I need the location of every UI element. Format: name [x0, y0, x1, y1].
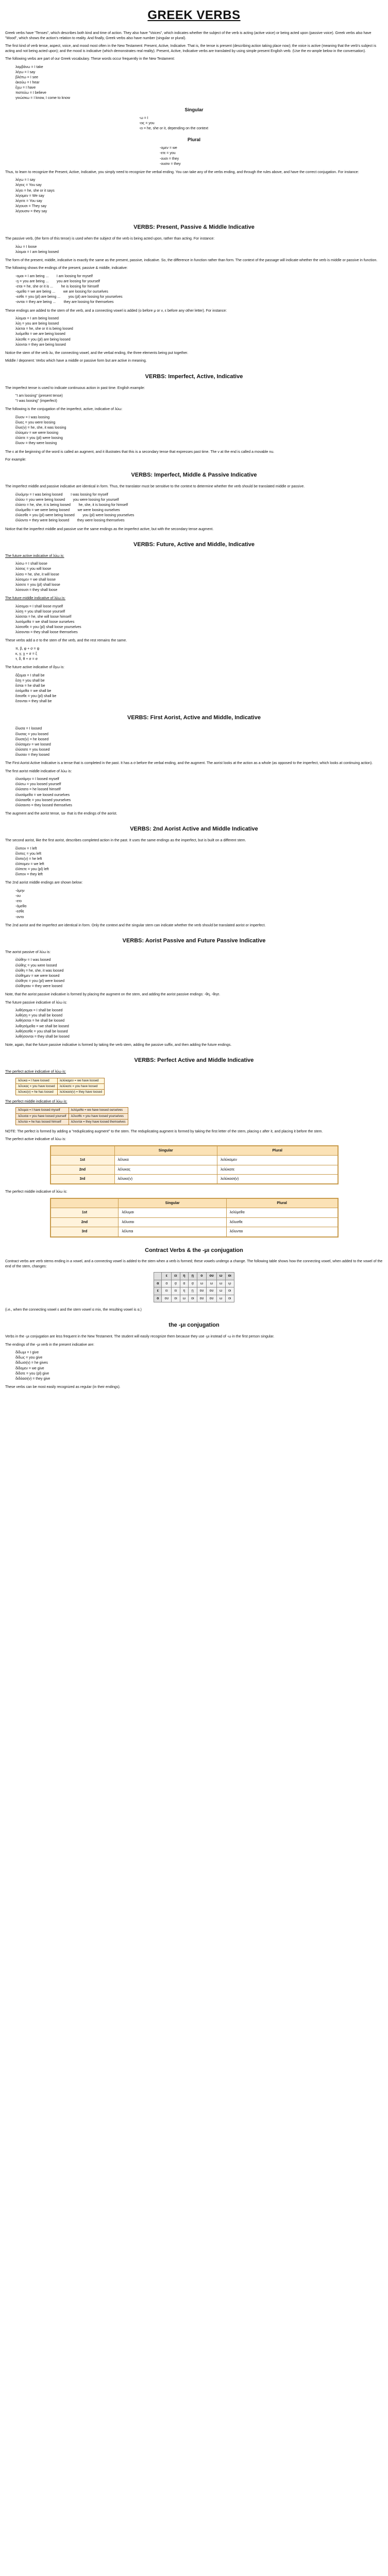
- example-list: [15, 647, 383, 662]
- table-cell: λέλυκα: [114, 1156, 217, 1165]
- table-row: [16, 1089, 105, 1095]
- column-header: [50, 1146, 115, 1156]
- table-cell: η: [180, 1273, 188, 1280]
- table-cell: ῃ: [189, 1287, 197, 1295]
- ending-item: -ει = he, she or it, depending on the context: [139, 126, 209, 130]
- example-item: ἐλύομεν = we were loosing: [15, 431, 58, 435]
- example-item: -ετο: [15, 900, 22, 904]
- table-row: [16, 1108, 128, 1113]
- perfect-active-box: [15, 1078, 105, 1095]
- table-cell: λέλυνται = they have loosed themselves: [69, 1119, 128, 1125]
- column-header: Plural: [217, 1146, 338, 1156]
- example-item: -εσθε = you (pl) are being ... you (pl) are loosing for yourselves: [15, 295, 123, 299]
- example-item: ἐλύθητε = you (pl) were loosed: [15, 979, 64, 984]
- table-row: [50, 1174, 338, 1184]
- plural-heading: Plural: [187, 137, 200, 143]
- row-header: 3rd: [50, 1227, 119, 1237]
- example-item: ἔσται = he shall be: [15, 684, 45, 688]
- example-item: ἐλίπομεν = we left: [15, 862, 44, 867]
- example-item: ἐλυόμην = I was being loosed I was loosing for myself: [15, 493, 108, 497]
- paragraph: These verbs can be most easily recognized as regular (in their endings).: [5, 1385, 121, 1389]
- table-cell: ου: [197, 1295, 207, 1302]
- table-row: [16, 1119, 128, 1125]
- table-cell: λέλυκας = you have loosed: [16, 1083, 58, 1089]
- paragraph: The First Aorist Active Indicative is a tense that is completed in the past. It has a σ before the verbal ending, and the augment. The aorist looks at the action as a whole (as opposed to the imperfect, which looks at continuing action).: [5, 761, 373, 766]
- paragraph: The aorist passive of λύω is:: [5, 951, 51, 955]
- example-item: ἔλυες = you were loosing: [15, 420, 56, 425]
- example-item: -ῃ = you are being ... you are loosing for yourself: [15, 279, 100, 283]
- intro-paragraph: The following verbs are part of our Greek vocabulary. These words occur frequently in the New Testament:: [5, 57, 175, 61]
- singular-endings: [139, 116, 383, 131]
- example-item: λυθήσεται = he shall be loosed: [15, 1019, 65, 1023]
- example-item: λύσω = I shall loose: [15, 562, 47, 566]
- example-item: λύεται = he, she or it is being loosed: [15, 327, 73, 331]
- vocab-item: λαμβάνω = I take: [15, 65, 43, 69]
- paragraph: The first aorist middle indicative of λύω is:: [5, 769, 72, 773]
- example-item: λέγουσι = They say: [15, 204, 47, 208]
- table-cell: ου: [162, 1295, 172, 1302]
- example-item: λύσομαι = I shall loose myself: [15, 604, 63, 608]
- example-item: ἔλυσε(ν) = he loosed: [15, 737, 49, 741]
- example-item: λύομαι = I am being loosed: [15, 250, 59, 254]
- example-item: ἐλύθημεν = we were loosed: [15, 974, 60, 978]
- table-cell: οι: [225, 1287, 234, 1295]
- table-header-row: [50, 1198, 338, 1208]
- example-item: ἔλυσα = I loosed: [15, 727, 42, 731]
- example-item: ἐλύσω = you loosed yourself: [15, 783, 61, 787]
- example-item: ἔλιπον = they left: [15, 873, 43, 877]
- example-list: [15, 958, 383, 989]
- row-header: 2nd: [50, 1217, 119, 1227]
- table-cell: α: [180, 1280, 188, 1287]
- column-header: Plural: [226, 1198, 338, 1208]
- example-item: τ, δ, θ + σ = σ: [15, 657, 38, 662]
- example-item: ἔσεσθε = you (pl) shall be: [15, 694, 57, 699]
- example-item: λύσεσθε = you (pl) shall loose yourselves: [15, 625, 81, 630]
- example-item: λυθήσονται = they shall be loosed: [15, 1035, 70, 1039]
- example-item: ἐσόμεθα = we shall be: [15, 689, 52, 693]
- example-item: ἐλίπετε = you (pl) left: [15, 868, 49, 872]
- table-cell: οι: [172, 1295, 180, 1302]
- table-cell: η: [180, 1287, 188, 1295]
- example-item: λύῃ = you are being loosed: [15, 322, 59, 326]
- example-item: ἔλιπε(ν) = he left: [15, 857, 42, 861]
- table-cell: λελύκατε = you have loosed: [57, 1083, 104, 1089]
- column-header: Singular: [114, 1146, 217, 1156]
- example-item: λύομαι = I am being loosed: [15, 316, 59, 320]
- paragraph: Verbs in the -μι conjugation are less frequent in the New Testament. The student will easily recognize them because they use -μι instead of -ω in the first person singular.: [5, 1335, 275, 1339]
- table-cell: ει: [162, 1287, 172, 1295]
- row-header: 1st: [50, 1208, 119, 1217]
- table-cell: λέλυσθε = you have loosed yourselves: [69, 1113, 128, 1119]
- table-cell: ω: [216, 1280, 225, 1287]
- vocab-list: [15, 65, 383, 101]
- intro-paragraph: The first kind of verb tense, aspect, voice, and mood most often in the New Testament: Present, Active, Indicative. That is, the tense is present (describing action taking place now); the voice is active (meaning that the verb's subject is acting and not being acted upon); and the mood is indicative (which demonstrates real reality). Present, Active, Indicative verbs are translated by using simple present English verb. (Use the ex-ample below in the conversation).: [5, 44, 377, 53]
- example-item: ἐλυόμεθα = we were being loosed we were loosing ourselves: [15, 509, 120, 513]
- paragraph: The 2nd aorist and the imperfect are identical in form. Only the context and the singular stem can indicate whether the verb should be translated aorist or imperfect.: [5, 923, 266, 927]
- example-item: ἐλύετο = he, she, it is being loosed he, she, it is loosing for himself: [15, 503, 128, 507]
- table-row: [50, 1217, 338, 1227]
- table-cell: λέλυται = he has loosed himself: [16, 1119, 69, 1125]
- paragraph: The 2nd aorist middle endings are shown below:: [5, 881, 83, 885]
- example-list: [15, 562, 383, 593]
- table-cell: λέλυσαι: [119, 1217, 226, 1227]
- example-list: [15, 889, 383, 920]
- table-cell: ου: [197, 1287, 207, 1295]
- table-cell: ω: [197, 1280, 207, 1287]
- example-item: δίδοτε = you (pl) give: [15, 1371, 49, 1376]
- paragraph: The augment and the aorist tense, sa- that is the endings of the aorist.: [5, 811, 117, 816]
- table-cell: λέλυκε(ν) = he has loosed: [16, 1089, 58, 1095]
- singular-heading: Singular: [184, 107, 204, 112]
- example-item: δίδως = you give: [15, 1356, 43, 1360]
- table-cell: ω: [207, 1280, 216, 1287]
- example-item: λύσετε = you (pl) shall loose: [15, 583, 60, 587]
- example-item: δίδωμι = I give: [15, 1351, 39, 1355]
- example-list: [15, 846, 383, 878]
- example-item: λύσῃ = you shall loose yourself: [15, 609, 65, 614]
- example-item: ἐλύσασθε = you loosed yourselves: [15, 798, 71, 802]
- table-row: [50, 1227, 338, 1237]
- example-item: λύεσθε = you (pl) are being loosed: [15, 337, 71, 342]
- example-item: δίδωσι(ν) = he gives: [15, 1361, 48, 1365]
- example-item: λυθήσεσθε = you shall be loosed: [15, 1029, 68, 1033]
- vocab-item: ἔχω = I have: [15, 86, 36, 90]
- example-item: -εσθε: [15, 910, 24, 914]
- perfect-active-table: [50, 1145, 339, 1185]
- example-list: [15, 726, 383, 758]
- table-cell: ῃ: [189, 1273, 197, 1280]
- section-heading: VERBS: Aorist Passive and Future Passive Indicative: [122, 938, 266, 944]
- example-item: ἔλυσαν = they loosed: [15, 753, 49, 757]
- example-item: -ονται = they are being ... they are loosing for themselves: [15, 300, 114, 304]
- table-cell: ω: [180, 1295, 188, 1302]
- vocab-item: βλέπω = I see: [15, 75, 38, 79]
- example-item: ἐλύθην = I was loosed: [15, 958, 51, 962]
- table-cell: λέλυκε(ν): [114, 1174, 217, 1184]
- table-cell: λέλυσθε: [226, 1217, 338, 1227]
- section-heading: VERBS: Future, Active and Middle, Indicative: [133, 541, 255, 548]
- ending-item: -εις = you: [139, 121, 155, 125]
- column-header: [50, 1198, 119, 1208]
- example-item: ἔσῃ = you shall be: [15, 679, 45, 683]
- paragraph: The form of the present, middle, indicative is exactly the same as the present, passive, indicative. So, the difference in function rather than form. The context of the passage will indicate whether the verb is middle or passive in function.: [5, 258, 378, 262]
- example-item: ἔλιπον = I left: [15, 846, 37, 851]
- section-heading: VERBS: 2nd Aorist Active and Middle Indicative: [130, 826, 258, 833]
- example-item: λύσομεν = we shall loose: [15, 578, 56, 582]
- table-cell: λέλυμαι: [119, 1208, 226, 1217]
- section-heading: VERBS: First Aorist, Active and Middle, Indicative: [127, 714, 261, 721]
- table-cell: λελύκατε: [217, 1165, 338, 1174]
- example-item: ἐλυσάμην = I loosed myself: [15, 777, 59, 782]
- table-cell: ει: [172, 1287, 180, 1295]
- example-item: ἐλύσαμεν = we loosed: [15, 742, 51, 747]
- ending-item: -ετε = you: [160, 151, 176, 156]
- table-cell: α: [162, 1280, 172, 1287]
- paragraph: The ε at the beginning of the word is called an augment, and it illustrates that this is a secondary tense that expresses past time. The ν at the end is called a movable nu.: [5, 450, 275, 454]
- table-cell: λέλυκας: [114, 1165, 217, 1174]
- table-cell: ᾳ: [189, 1280, 197, 1287]
- example-list: [15, 316, 383, 348]
- table-cell: ου: [207, 1273, 216, 1280]
- paragraph: Thus, to learn to recognize the Present, Active, Indicative, you simply need to recognize the verbal ending. You can take any of the verbs ending, and through the rules above, and have the correct conjugation. For instance:: [5, 170, 359, 174]
- example-item: ἄξομαι = I shall be: [15, 673, 45, 677]
- table-cell: λέλυνται: [226, 1227, 338, 1237]
- example-list: [15, 245, 383, 255]
- table-row: [16, 1078, 105, 1083]
- paragraph: The perfect middle indicative of λύω is:: [5, 1100, 68, 1104]
- page-title: GREEK VERBS: [147, 8, 241, 22]
- table-row: [50, 1156, 338, 1165]
- table-cell: [154, 1273, 162, 1280]
- table-row: [154, 1295, 234, 1302]
- vocab-item: πιστεύω = I believe: [15, 91, 46, 95]
- table-cell: ε: [162, 1273, 172, 1280]
- example-list: [15, 1008, 383, 1040]
- table-cell: λελύκασι(ν): [217, 1174, 338, 1184]
- table-row: [16, 1083, 105, 1089]
- row-header: 2nd: [50, 1165, 115, 1174]
- paragraph: The following shows the endings of the present, passive & middle, indicative:: [5, 266, 128, 270]
- example-item: λύω = I loose: [15, 245, 37, 249]
- table-cell: ω: [216, 1295, 225, 1302]
- paragraph: The future passive indicative of λύω is:: [5, 1001, 68, 1005]
- example-item: κ, γ, χ + σ = ξ: [15, 652, 37, 656]
- example-item: ἐλύσατο = he loosed himself: [15, 788, 61, 792]
- table-cell: ο: [154, 1295, 162, 1302]
- example-item: ἐλύθης = you were loosed: [15, 963, 57, 968]
- ending-item: -ουσιν = they: [160, 162, 181, 166]
- table-cell: οι: [189, 1295, 197, 1302]
- example-item: ἐλυσάμεθα = we loosed ourselves: [15, 793, 70, 797]
- paragraph: The perfect active indicative of λύω is:: [5, 1070, 66, 1074]
- table-cell: ῳ: [225, 1280, 234, 1287]
- section-heading: VERBS: Perfect Active and Middle Indicative: [134, 1057, 254, 1064]
- example-item: ἐλύθησαν = they were loosed: [15, 985, 62, 989]
- example-item: λυόμεθα = we are being loosed: [15, 332, 65, 336]
- paragraph: These endings are added to the stem of the verb, and a connecting vowel is added (o before μ or ν, ε before any other letter). For instance:: [5, 309, 227, 313]
- plural-endings: [160, 146, 383, 167]
- table-row: [50, 1208, 338, 1217]
- paragraph: These verbs add a σ to the stem of the verb, and the rest remains the same.: [5, 639, 127, 643]
- table-cell: ου: [207, 1295, 216, 1302]
- example-item: λέγω = I say: [15, 178, 36, 182]
- vocab-item: ἀκούω = I hear: [15, 81, 40, 84]
- example-item: λυθήσῃ = you shall be loosed: [15, 1014, 63, 1018]
- example-item: ἐλύσατε = you loosed: [15, 748, 50, 752]
- example-list: [15, 394, 383, 404]
- table-cell: ω: [216, 1287, 225, 1295]
- contract-vowel-table: [154, 1272, 234, 1302]
- table-cell: α: [154, 1280, 162, 1287]
- example-item: -όμην: [15, 889, 25, 893]
- example-item: -ου: [15, 894, 21, 899]
- paragraph: The future active indicative of λύω is:: [5, 554, 64, 558]
- ending-item: -ομεν = we: [160, 146, 177, 150]
- table-cell: ει: [172, 1273, 180, 1280]
- example-item: ἐλύεσθε = you (pl) were being loosed you (pl) were loosing yourselves: [15, 514, 134, 518]
- example-list: [15, 604, 383, 636]
- example-item: λυθησόμεθα = we shall be loosed: [15, 1024, 69, 1028]
- paragraph: Note, that the aorist passive indicative is formed by placing the augment on the stem, and adding the aorist passive endings: -θη, -θησ.: [5, 993, 221, 997]
- table-cell: λέλυμαι = I have loosed myself: [16, 1108, 69, 1113]
- paragraph: (i.e., when the connecting vowel ε and the stem vowel α mix, the resulting vowel is α.): [5, 1308, 142, 1312]
- paragraph: The perfect active indicative of λύω is:: [5, 1138, 66, 1142]
- example-list: [15, 1350, 383, 1382]
- paragraph: Middle / deponent: Verbs which have a middle or passive form but are active in meaning.: [5, 359, 147, 363]
- example-item: ἐλύοντο = they were being loosed they were loosing themselves: [15, 519, 125, 523]
- example-item: -όμεθα: [15, 905, 27, 909]
- example-item: π, β, φ + σ = ψ: [15, 647, 40, 651]
- example-item: λύσονται = they shall loose themselves: [15, 631, 78, 635]
- example-item: "I was loosing" (imperfect): [15, 399, 57, 403]
- table-header-row: [50, 1146, 338, 1156]
- table-cell: ο: [197, 1273, 207, 1280]
- table-cell: λέλυσαι = you have loosed yourself: [16, 1113, 69, 1119]
- intro-paragraph: Greek verbs have "Tenses", which describes both kind and time of action. They also have "Voices", which indicates whether the subject of the verb is acting (active voice) or being acted upon (passive voice). Greek verbs also have "Mood", which shows the action's relation to reality. And finally, Greek verbs also have number (singular or plural).: [5, 31, 372, 40]
- example-list: [15, 178, 383, 214]
- example-item: λέγομεν = We say: [15, 194, 44, 198]
- paragraph: The perfect middle indicative of λύω is:: [5, 1190, 68, 1194]
- paragraph: Notice the stem of the verb λυ, the connecting vowel, and the verbal ending, the three elements being put together.: [5, 351, 189, 355]
- table-cell: λελύκαμεν: [217, 1156, 338, 1165]
- example-item: -οντο: [15, 915, 24, 919]
- table-cell: οι: [225, 1273, 234, 1280]
- example-item: λυθήσομαι = I shall be loosed: [15, 1009, 63, 1013]
- paragraph: Contract verbs are verb stems ending in a vowel, and a connecting vowel is added to the stem when a verb is formed; these vowels undergo a change. The following table shows how the connecting vowel, when added to the vowel of the end of the stem, changes:: [5, 1260, 383, 1268]
- example-item: ἐλύου = you were being loosed you were loosing for yourself: [15, 498, 119, 502]
- vocab-item: λέγω = I say: [15, 70, 36, 74]
- paragraph: Notice that the imperfect middle and passive use the same endings as the imperfect active, but with the secondary tense augment.: [5, 527, 214, 531]
- paragraph: The future middle indicative of λύω is:: [5, 597, 65, 601]
- section-heading: VERBS: Imperfect, Middle & Passive Indicative: [131, 472, 257, 479]
- example-list: [15, 415, 383, 447]
- example-item: ἔλυσας = you loosed: [15, 732, 48, 736]
- table-cell: λελύμεθα: [226, 1208, 338, 1217]
- column-header: Singular: [119, 1198, 226, 1208]
- example-list: [15, 274, 383, 306]
- table-cell: ε: [154, 1287, 162, 1295]
- section-heading: Contract Verbs & the -μι conjugation: [145, 1247, 243, 1253]
- example-item: λύσεις = you will loose: [15, 567, 52, 571]
- example-item: λέγουσιν = they say: [15, 210, 47, 214]
- table-row: [16, 1113, 128, 1119]
- table-cell: λέλυται: [119, 1227, 226, 1237]
- example-item: λέγετε = You say: [15, 199, 42, 203]
- section-heading: VERBS: Imperfect, Active, Indicative: [145, 373, 243, 380]
- example-list: [15, 673, 383, 705]
- example-item: -ομεθα = we are being ... we are loosing for ourselves: [15, 290, 108, 294]
- paragraph: The imperfect middle and passive indicative are identical in form. Thus, the translator must be sensitive to the context to determine whether the verb should be translated middle or passive.: [5, 485, 305, 489]
- paragraph: The imperfect tense is used to indicate continuous action in past time. English example:: [5, 386, 145, 390]
- table-row: [154, 1273, 234, 1280]
- example-item: διδόασι(ν) = they give: [15, 1377, 50, 1381]
- example-item: λέγει = he, she or it says: [15, 189, 55, 193]
- table-row: [154, 1280, 234, 1287]
- perfect-middle-table: [50, 1198, 339, 1238]
- table-cell: λελύκαμεν = we have loosed: [57, 1078, 104, 1083]
- table-cell: οι: [225, 1295, 234, 1302]
- example-item: ἔλιπες = you left: [15, 852, 42, 856]
- example-item: λύονται = they are being loosed: [15, 343, 66, 347]
- example-item: λύσει = he, she, it will loose: [15, 572, 59, 577]
- table-cell: λελύκασι(ν) = they have loosed: [57, 1089, 104, 1095]
- paragraph: The passive verb, (the form of this tense) is used when the subject of the verb is being acted upon, rather than acting. For instance:: [5, 237, 215, 241]
- example-item: λυσόμεθα = we shall loose ourselves: [15, 620, 75, 624]
- paragraph: The future active indicative of ἄγω is:: [5, 666, 64, 670]
- table-cell: ω: [216, 1273, 225, 1280]
- example-item: ἔσονται = they shall be: [15, 700, 52, 704]
- example-list: [15, 493, 383, 524]
- example-item: λύσεται = he, she will loose himself: [15, 615, 72, 619]
- example-item: "I am loosing" (present tense): [15, 394, 63, 398]
- paragraph: For example:: [5, 457, 26, 462]
- table-cell: ᾳ: [172, 1280, 180, 1287]
- paragraph: Note, again, that the future passive indicative is formed by taking the verb stem, adding the passive suffix, and then adding the future endings.: [5, 1043, 232, 1047]
- vocab-item: γινώσκω = I know, I come to know: [15, 96, 71, 100]
- example-item: λέγεις = You say: [15, 183, 42, 188]
- perfect-middle-box: [15, 1107, 128, 1125]
- example-item: ἐλύσαντο = they loosed themselves: [15, 803, 72, 807]
- paragraph: The following is the conjugation of the imperfect, active, indicative of λύω:: [5, 408, 123, 412]
- table-row: [50, 1165, 338, 1174]
- table-cell: ου: [207, 1287, 216, 1295]
- example-item: ἔλυε(ν) = he, she, it was loosing: [15, 426, 66, 430]
- section-heading: the -μι conjugation: [168, 1322, 220, 1329]
- row-header: 3rd: [50, 1174, 115, 1184]
- example-item: ἔλυον = I was loosing: [15, 415, 50, 419]
- example-item: ἐλύθη = he, she, it was loosed: [15, 969, 64, 973]
- example-item: ἐλύετε = you (pl) were loosing: [15, 436, 63, 440]
- row-header: 1st: [50, 1156, 115, 1165]
- example-item: δίδομεν = we give: [15, 1366, 44, 1370]
- example-item: ἔλυον = they were loosing: [15, 442, 57, 446]
- table-row: [154, 1287, 234, 1295]
- example-list: [15, 777, 383, 808]
- table-cell: λέλυκα = I have loosed: [16, 1078, 58, 1083]
- paragraph: The second aorist, like the first aorist, describes completed action in the past. It uses the same endings as the imperfect, but is built on a different stem.: [5, 839, 246, 843]
- paragraph: NOTE: The perfect is formed by adding a "reduplicating augment" to the stem. The reduplicating augment is formed by taking the first letter of the stem, placing ε after it, and placing it before the stem.: [5, 1129, 323, 1133]
- section-heading: VERBS: Present, Passive & Middle Indicative: [133, 224, 255, 231]
- ending-item: -ω = I: [139, 116, 148, 120]
- table-cell: λελύμεθα = we have loosed ourselves: [69, 1108, 128, 1113]
- paragraph: The endings of the -μι verb in the present indicative are:: [5, 1343, 94, 1347]
- ending-item: -ουσι = they: [160, 157, 179, 161]
- example-item: -ομαι = I am being ... I am loosing for myself: [15, 274, 93, 278]
- example-item: -εται = he, she or it is ... he is loosing for himself: [15, 284, 99, 289]
- example-item: λύσουσι = they shall loose: [15, 588, 58, 592]
